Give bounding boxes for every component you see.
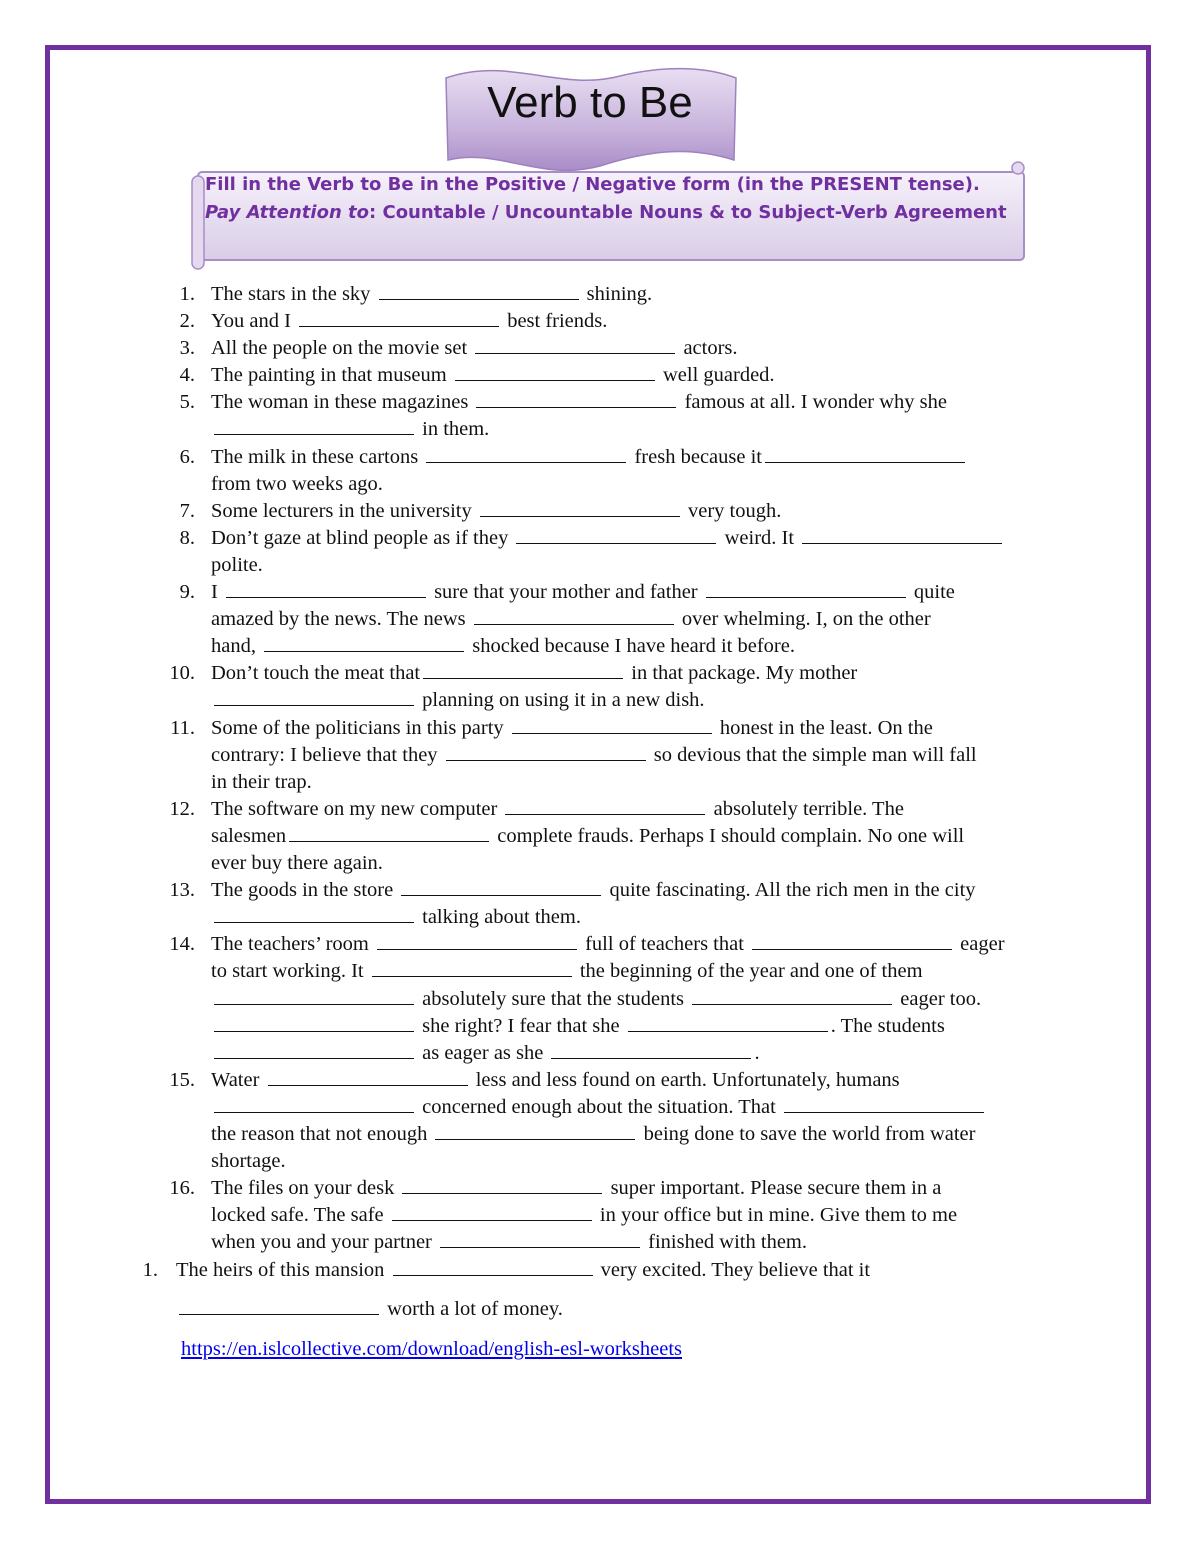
exercise-line <box>211 825 964 848</box>
exercise-line <box>211 1015 945 1038</box>
exercise-text: the beginning of the year and one of them <box>574 960 923 983</box>
page-title: Verb to Be <box>487 78 693 127</box>
exercise-line <box>211 310 607 333</box>
exercise-text: Water <box>211 1068 265 1091</box>
exercise-text: from two weeks ago. <box>211 472 383 495</box>
exercise-text: absolutely terrible. The <box>708 797 904 820</box>
exercise-number: 3. <box>179 337 195 360</box>
exercise-text: very excited. They believe that it <box>595 1258 871 1281</box>
exercise-text: The files on your desk <box>211 1177 400 1200</box>
exercise-line <box>211 798 904 821</box>
exercise-text: You and I <box>211 310 297 333</box>
exercise-line <box>176 1298 563 1321</box>
answer-blank[interactable] <box>505 813 705 815</box>
exercise-number: 9. <box>179 581 195 604</box>
exercise-line <box>211 662 857 685</box>
exercise-text: Some of the politicians in this party <box>211 716 509 739</box>
exercise-text: The milk in these cartons <box>211 445 424 468</box>
exercise-text: eager too. <box>895 987 982 1010</box>
exercise-text: quite fascinating. All the rich men in the city <box>604 879 976 902</box>
exercise-line <box>211 1069 900 1092</box>
exercise-number: 16. <box>169 1177 195 1200</box>
answer-blank[interactable] <box>214 1030 414 1032</box>
answer-blank[interactable] <box>264 650 464 652</box>
exercise-number: 1. <box>142 1258 158 1281</box>
answer-blank[interactable] <box>299 325 499 327</box>
answer-blank[interactable] <box>289 840 489 842</box>
exercise-text: The woman in these magazines <box>211 391 474 414</box>
exercise-text: fresh because it <box>629 445 762 468</box>
exercise-line <box>211 906 581 929</box>
exercise-line <box>211 283 652 306</box>
answer-blank[interactable] <box>476 406 676 408</box>
instruction-line-1: Fill in the Verb to Be in the Positive / Negative form (in the PRESENT tense). <box>205 174 980 195</box>
exercise-text: Don’t touch the meat that <box>211 662 421 685</box>
exercise-line <box>211 391 947 414</box>
exercise-line <box>211 554 263 577</box>
instruction-emphasis: Pay Attention to <box>205 202 370 223</box>
source-link[interactable]: https://en.islcollective.com/download/english-esl-worksheets <box>181 1338 683 1360</box>
exercise-line <box>211 635 795 658</box>
answer-blank[interactable] <box>784 1111 984 1113</box>
exercise-text: shortage. <box>211 1150 286 1173</box>
exercise-line <box>211 527 1005 550</box>
exercise-text: weird. It <box>719 526 800 549</box>
exercise-text: worth a lot of money. <box>382 1297 563 1320</box>
exercise-text: The stars in the sky <box>211 283 376 305</box>
exercise-text: famous at all. I wonder why she <box>679 391 948 414</box>
exercise-text: ever buy there again. <box>211 852 383 875</box>
exercise-text: . The students <box>830 1014 945 1037</box>
exercise-text: quite <box>908 581 955 604</box>
answer-blank[interactable] <box>446 759 646 761</box>
exercise-text: Don’t gaze at blind people as if they <box>211 526 514 549</box>
answer-blank[interactable] <box>474 623 674 625</box>
answer-blank[interactable] <box>401 894 601 896</box>
instruction-box <box>188 160 1030 275</box>
exercise-text: in that package. My mother <box>626 662 858 685</box>
instruction-line-2 <box>205 202 1007 223</box>
exercise-line <box>211 418 489 441</box>
exercise-number: 8. <box>179 526 195 549</box>
exercise-text: in your office but in mine. Give them to me <box>594 1204 958 1227</box>
exercise-text: Some lecturers in the university <box>211 499 477 522</box>
exercise-line <box>211 364 775 387</box>
answer-blank[interactable] <box>372 975 572 977</box>
exercise-text: concerned enough about the situation. That <box>417 1095 781 1118</box>
answer-blank[interactable] <box>802 542 1002 544</box>
answer-blank[interactable] <box>392 1219 592 1221</box>
exercise-number: 6. <box>179 445 195 468</box>
answer-blank[interactable] <box>214 433 414 435</box>
exercise-line <box>211 771 312 794</box>
answer-blank[interactable] <box>214 921 414 923</box>
exercise-line <box>211 988 981 1011</box>
exercise-line <box>211 473 383 496</box>
exercise-text: very tough. <box>682 499 782 522</box>
exercise-number: 4. <box>179 364 195 387</box>
answer-blank[interactable] <box>268 1084 468 1086</box>
answer-blank[interactable] <box>377 948 577 950</box>
answer-blank[interactable] <box>214 1057 414 1059</box>
instruction-line-2-rest: : Countable / Uncountable Nouns & to Subject-Verb Agreement <box>369 202 1007 223</box>
exercise-line <box>211 337 738 360</box>
exercise-text: amazed by the news. The news <box>211 608 471 631</box>
exercise-text: the reason that not enough <box>211 1123 433 1146</box>
exercise-line <box>211 1231 807 1254</box>
exercise-text: less and less found on earth. Unfortunately, humans <box>470 1068 900 1091</box>
exercise-line <box>211 1096 987 1119</box>
answer-blank[interactable] <box>179 1313 379 1315</box>
exercise-text: I <box>211 581 223 604</box>
exercise-text: polite. <box>211 553 263 576</box>
exercise-text: as eager as she <box>417 1041 549 1064</box>
answer-blank[interactable] <box>214 1111 414 1113</box>
exercise-text: best friends. <box>502 310 608 333</box>
answer-blank[interactable] <box>379 298 579 300</box>
exercise-text: in their trap. <box>211 770 312 793</box>
answer-blank[interactable] <box>692 1003 892 1005</box>
exercise-text: actors. <box>678 337 738 360</box>
exercise-text: well guarded. <box>657 364 775 387</box>
answer-blank[interactable] <box>551 1057 751 1059</box>
exercise-text: The goods in the store <box>211 879 399 902</box>
answer-blank[interactable] <box>402 1192 602 1194</box>
exercise-line <box>211 1123 975 1146</box>
answer-blank[interactable] <box>475 352 675 354</box>
exercise-line <box>211 608 931 631</box>
exercise-line <box>211 852 383 875</box>
exercise-text: honest in the least. On the <box>714 716 933 739</box>
answer-blank[interactable] <box>426 461 626 463</box>
exercise-number: 14. <box>169 933 195 956</box>
exercise-text: locked safe. The safe <box>211 1204 389 1227</box>
exercise-text: salesmen <box>211 824 287 847</box>
exercise-line <box>211 1150 286 1173</box>
exercise-text: The teachers’ room <box>211 933 374 956</box>
exercise-text: The heirs of this mansion <box>176 1258 390 1281</box>
exercise-text: full of teachers that <box>579 933 750 956</box>
exercise-number: 5. <box>179 391 195 414</box>
answer-blank[interactable] <box>752 948 952 950</box>
exercise-line <box>211 717 933 740</box>
answer-blank[interactable] <box>440 1246 640 1248</box>
answer-blank[interactable] <box>455 379 655 381</box>
exercise-text: over whelming. I, on the other <box>676 608 931 631</box>
answer-blank[interactable] <box>765 461 965 463</box>
exercise-text: The software on my new computer <box>211 797 503 820</box>
exercise-number: 10. <box>169 662 195 685</box>
answer-blank[interactable] <box>516 542 716 544</box>
exercise-text: planning on using it in a new dish. <box>417 689 705 712</box>
exercise-text: The painting in that museum <box>211 364 452 387</box>
exercise-line <box>211 879 976 902</box>
exercise-line <box>211 581 955 604</box>
exercise-line <box>211 960 923 983</box>
exercise-text: finished with them. <box>643 1231 807 1254</box>
answer-blank[interactable] <box>393 1274 593 1276</box>
answer-blank[interactable] <box>435 1138 635 1140</box>
exercise-line <box>211 689 705 712</box>
exercise-line <box>211 500 781 523</box>
exercise-number: 12. <box>169 797 195 820</box>
exercise-number: 11. <box>170 716 195 739</box>
answer-blank[interactable] <box>480 515 680 517</box>
answer-blank[interactable] <box>214 1003 414 1005</box>
exercise-text: in them. <box>417 418 490 441</box>
exercise-text: shining. <box>581 283 653 305</box>
exercise-line <box>211 1042 760 1065</box>
exercise-text: super important. Please secure them in a <box>605 1177 942 1200</box>
exercise-number: 7. <box>179 499 195 522</box>
exercise-line <box>176 1259 870 1282</box>
exercise-text: when you and your partner <box>211 1231 438 1254</box>
answer-blank[interactable] <box>214 704 414 706</box>
answer-blank[interactable] <box>628 1030 828 1032</box>
exercise-line <box>211 744 977 767</box>
exercise-number: 1. <box>179 283 195 305</box>
exercise-number: 15. <box>169 1068 195 1091</box>
exercise-text: shocked because I have heard it before. <box>467 635 795 658</box>
exercise-line <box>211 446 968 469</box>
exercise-text: being done to save the world from water <box>638 1123 976 1146</box>
exercise-line <box>211 1204 957 1227</box>
answer-blank[interactable] <box>706 596 906 598</box>
exercise-text: sure that your mother and father <box>428 581 703 604</box>
exercise-number: 13. <box>169 879 195 902</box>
exercise-text: absolutely sure that the students <box>417 987 690 1010</box>
exercise-line <box>211 933 1005 956</box>
exercise-text: eager <box>955 933 1005 956</box>
exercise-line <box>211 1177 941 1200</box>
exercise-text: she right? I fear that she <box>417 1014 625 1037</box>
answer-blank[interactable] <box>512 732 712 734</box>
exercise-text: All the people on the movie set <box>211 337 473 360</box>
exercise-text: to start working. It <box>211 960 369 983</box>
answer-blank[interactable] <box>226 596 426 598</box>
exercise-number: 2. <box>179 310 195 333</box>
exercise-text: so devious that the simple man will fall <box>648 743 977 766</box>
exercise-text: . <box>754 1041 760 1064</box>
exercise-text: hand, <box>211 635 262 658</box>
exercise-text: complete frauds. Perhaps I should complain. No one will <box>492 824 965 847</box>
answer-blank[interactable] <box>423 677 623 679</box>
exercise-text: talking about them. <box>417 906 581 929</box>
exercise-text: contrary: I believe that they <box>211 743 443 766</box>
